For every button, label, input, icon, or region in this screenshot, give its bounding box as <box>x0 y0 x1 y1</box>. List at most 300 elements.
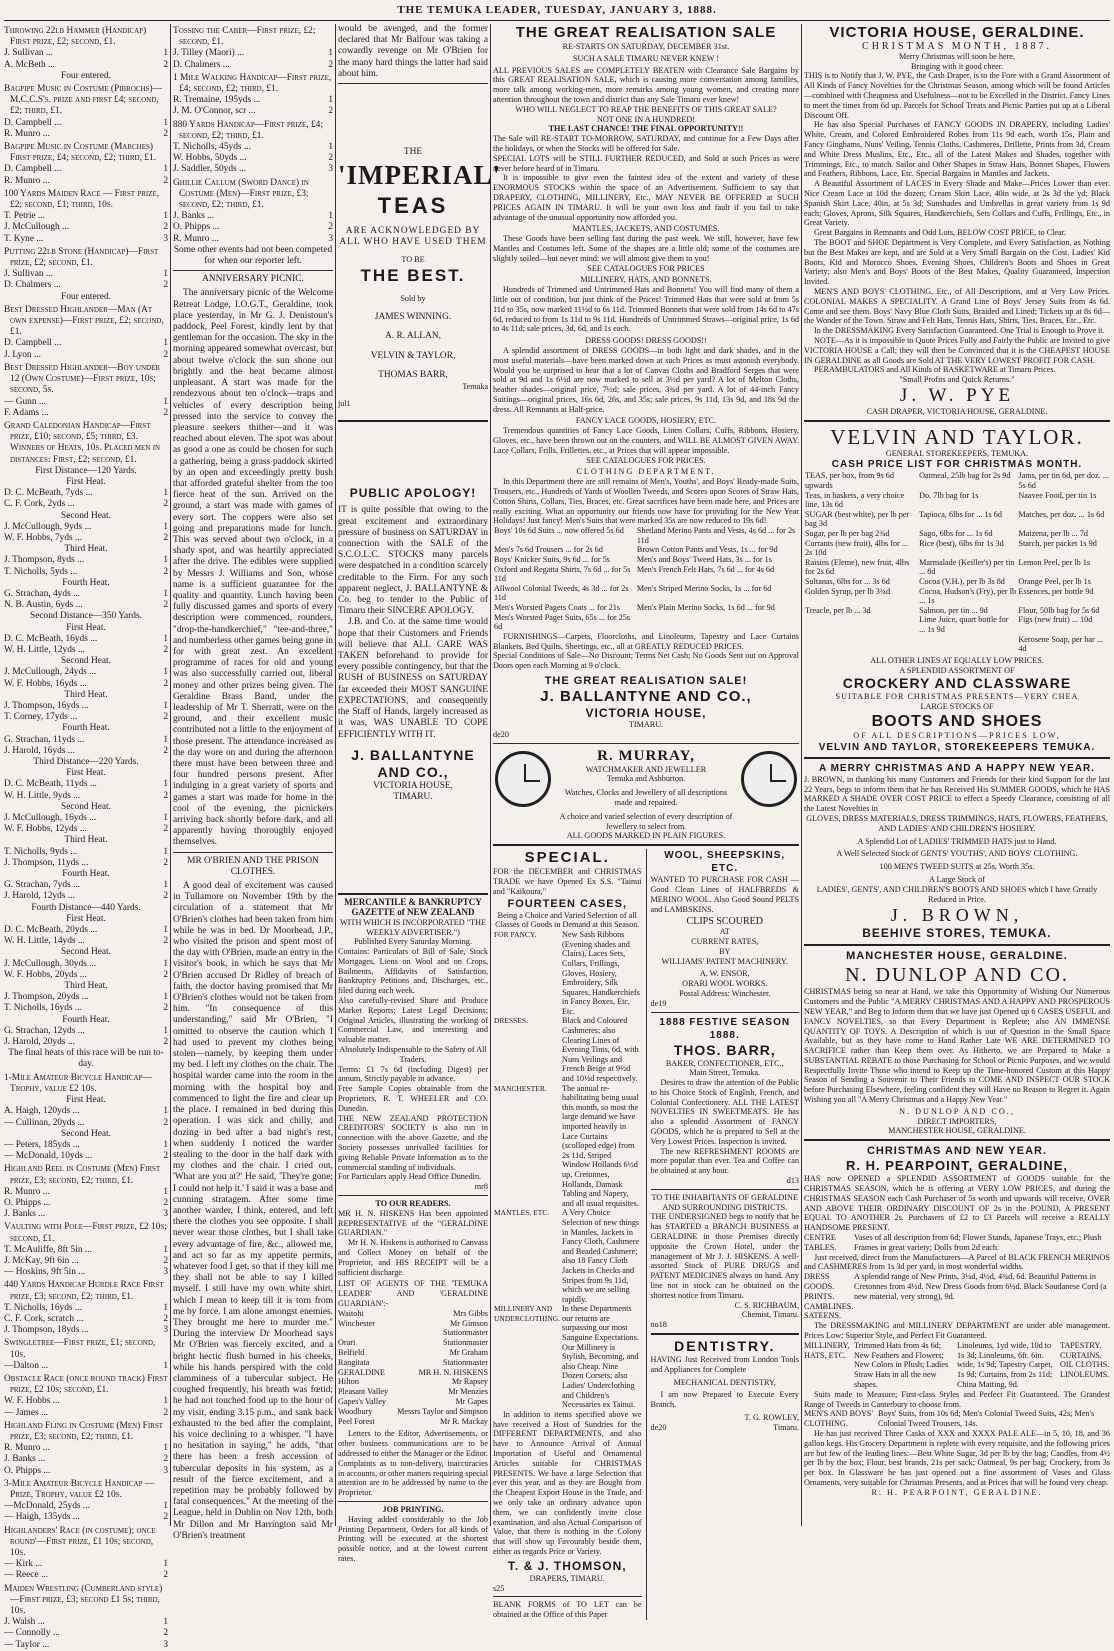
event-heading: Tossing the Caber—First prize, £2; second, £1. <box>173 26 316 48</box>
table-cell: Essences, per bottle 9d <box>1018 586 1094 596</box>
wool-postal: Postal Address: Winchester. <box>679 988 771 998</box>
agent-place: Belfield <box>338 1347 365 1357</box>
special-table <box>493 930 642 1410</box>
apology-title: PUBLIC APOLOGY! <box>349 486 477 501</box>
result-row <box>4 1118 168 1129</box>
result-row <box>4 129 168 140</box>
placing: 2 <box>163 678 168 689</box>
sale-fancy: Tremendous quantities of Fancy Lace Goods, Linen Collars, Cuffs, Ribbons, Hosiery, Gloves, etc., have been thrown out on the counters, and WILL BE ALMOST GIVEN AWAY. Lace Collars, Frills, Frillettes, etc., at Prices that will appear impossible. <box>493 426 799 455</box>
placing: 1 <box>163 1244 168 1255</box>
competitor: W. H. Little, 14yds ... <box>4 936 85 947</box>
competitor: J. Walsh ... <box>4 1617 45 1628</box>
price-row <box>493 613 799 632</box>
apology-body-2: J.B. and Co. at the same time would hope that their Customers and Friends will believe that ALL CARE WAS TAKEN beforehand to provide for every possible contingency, but that the RUSH of BUSINESS on SATURDAY far exceeded their MOST SANGUINE EXPECTATIONS, and consequently the Staff of Hands, largely increased as it was, WAS UNABLE TO COPE EFFICIENTLY WITH IT. <box>338 617 488 740</box>
competitor: J. Harold, 20yds ... <box>4 1037 75 1048</box>
teas-acknowledged: ARE ACKNOWLEDGED BY ALL WHO HAVE USED THEM <box>339 226 487 248</box>
competitor: F. Adams ... <box>4 407 49 418</box>
placing: 1 <box>163 1559 168 1570</box>
gazette-contains: Contains: Particulars of Bill of Sale, Stock Mortgages, Liens on Wool and on Crops, Bailments, Affidavits of Satisfaction, Bankruptcy Petitions and, Discharges, etc., filed during each week. <box>338 947 488 996</box>
divider <box>804 420 1110 422</box>
placing: 1 <box>163 958 168 969</box>
result-row <box>4 1408 168 1419</box>
brown-title: A MERRY CHRISTMAS AND A HAPPY NEW YEAR. <box>818 762 1096 774</box>
table-cell: MILLINERY AND UNDERCLOTHING. <box>494 1304 561 1323</box>
event-heading: 880 Yards Handicap—First prize, £4; second, £2; third, £1. <box>173 119 323 141</box>
placing: 2 <box>163 644 168 655</box>
vh-body: THIS is to Notify that J. W. PYE, the Cash Draper, is to the Fore with a Grand Assortment of All Kinds of Fancy Novelties for the Christmas Season, among which will be found Articles—combined with Cheapness and Usefulness—not to be Excelled in the District. Fancy Lines to meet the times from 6d up. Parcels for School Treats and Picnic Parties put up at a Liberal Discount Off. <box>804 71 1110 120</box>
table-cell: Currants (new fruit), 4lbs for ... 2s 10d <box>805 538 909 558</box>
result-row <box>4 667 168 678</box>
wool-ad <box>651 849 800 1008</box>
competitor: G. Strachan, 4yds ... <box>4 588 81 599</box>
readers-letters: Letters to the Editor, Advertisements, or other business communications are to be addressed to either the Manager or the Editor. Complaints as to non-delivery, inaccuracies in accounts, or other matters requiring special attention are to be addressed by name to the Proprietor. <box>338 1429 488 1498</box>
sports-results-continued <box>173 26 333 267</box>
agent-row <box>338 1417 488 1427</box>
result-row <box>4 234 168 245</box>
ad-code: jul1 <box>338 399 351 409</box>
placing: 3 <box>163 233 168 244</box>
agent-name: Stationmaster <box>442 1357 488 1367</box>
sale-restarts: RE-STARTS ON SATURDAY, DECEMBER 31st. <box>562 42 730 51</box>
teas-tobe: TO BE <box>401 254 425 264</box>
competitor: — Peters, 185yds ... <box>4 1139 80 1150</box>
table-cell: Cocoa, Hudson's (Fry), per lb ... 1s <box>919 586 1017 606</box>
competitor: C. F. Cork, scratch ... <box>4 1313 84 1324</box>
result-row <box>173 164 333 175</box>
result-row <box>173 48 333 59</box>
price-row <box>493 545 799 555</box>
sale-fancy-heading: FANCY LACE GOODS, HOSIERY, ETC. <box>575 416 717 426</box>
ad-code: de20 <box>650 1422 667 1432</box>
sale-clothing: In this Department there are still remains of Men's, Youths', and Boys' Ready-made Suits, Trousers, etc., Hundreds of Yards of Woollen Tweeds, and Scores upon Scores of Straw Hats, Cotton Shirts, Collars, Ties, Braces, etc. Great sacrifices have been made here, and Prices are really exciting. What an opportunity our friends now have for providing for the New Year Holidays! Just fancy! Men's Suits that were marked 35s are now reduced to 19s 6d! <box>493 477 799 526</box>
table-cell: Marmalade (Keiller's) per tin ... 8d <box>919 557 1015 577</box>
placing: 2 <box>163 969 168 980</box>
placing: 2 <box>163 175 168 186</box>
table-cell: New Sash Ribbons (Evening shades and Clairs), Laces Sets, Collars, Frillings, Gloves, Hosiery, Embroidery, Silk Squares, Handkerchiefs in Fancy Boxes, Etc, Etc. <box>562 930 640 1016</box>
result-row <box>4 397 168 408</box>
competitor: J. McCullough ... <box>4 222 70 233</box>
heat-heading: Third Heat. <box>64 544 108 555</box>
competitor: W. H. Little, 12yds ... <box>4 644 85 655</box>
result-row <box>4 1303 168 1314</box>
agent-name: Mr Rapsey <box>451 1377 488 1387</box>
event-heading: 3-Mile Amateur Bicycle Handicap —Prize, Trophy, value £2 10s. <box>4 1478 155 1500</box>
price-row <box>804 471 1110 490</box>
competitor: T. Nicholls, 5yds ... <box>4 566 78 577</box>
picnic-article: The anniversary picnic of the Welcome Retreat Lodge, I.O.G.T., Geraldine, took place yesterday, in Mr G. J. Denistoun's paddock, Peel Forest, kindly lent by that gentleman for the occasion. The sky in the morning appeared somewhat overcast, but about twelve o'clock the sun shone out brightly and the heat became almost unpleasant. A start was made for the rendezvous about ten o'clock—traps and vehicles of every description being pressed into the service to convey the pleasure seekers thither—and it was reached about eleven. The spot was about as good a one as could be chosen for such a gathering, being a grass paddock skirted by an open and exceedingly pretty bush that afforded grateful shelter from the too fierce heat of the sun. Arrived on the ground, a start was made with games of every sort. The coppers were also set going and preparations made for lunch. This was served about two o'clock, in a shady spot, and was heartily appreciated after the drive. The edibles were supplied by Messrs J. Williams and Son, whose name is a sufficient guarantee for the quality and quantity. Lunch having been fully discussed games and sports of every description were commenced, rounders, "drop-the-handkerchief," "tee-and-three," and numberless other games being gone in for with great zest. An excellent programme of races for old and young was also successfully carried out, liberal money and other prizes being given. The Geraldine Brass Band, under the leadership of Mr T. Sherratt, were on the ground, and their excellent music contributed not a little to the enjoyment of those present. The attendance increased as the day wore on and during the afternoon there must have been between three and four hundred persons present. After indulging in a great variety of sports and games a start was made for home in the cool of the evening, the picnickers arriving back shortly before dark, and all apparently having thoroughly enjoyed themselves. <box>173 288 333 848</box>
result-row <box>173 60 333 71</box>
placing: 1 <box>163 1106 168 1117</box>
result-row <box>4 925 168 936</box>
agent-place: Rangitata <box>338 1357 370 1367</box>
inhab-title: TO THE INHABITANTS OF GERALDINE AND SURROUNDING DISTRICTS. <box>651 1192 798 1212</box>
pearpoint-body: HAS now OPENED a SPLENDID ASSORTMENT of GOODS suitable for the CHRISTMAS SEASON, which he is offering at VERY LOW PRICES, and during the CHRISTMAS SEASON each Cash Purchaser of 5s worth and upwards will receive, OVER AND ABOVE THEIR ORDINARY DISCOUNT OF 2s in the POUND, A PRESENT EQUAL TO ANOTHER 2s. Purchasers of £2 to £3 Parcels will receive a REALLY HANDSOME PRESENT. <box>804 1174 1110 1233</box>
result-row <box>4 1501 168 1512</box>
pearpoint-ale: He has just received Three Casks of XXX and XXXX PALE ALE—in 5, 10, 18, and 36 gallon kegs. His Grocery Department is replete with every requisite, and the following prices are but few of the leading lines:—Best White Sugar, 3d per lb by the bag; Candles, from 4½ per lb by the box; Flour, best brands, 21s per sack; Oatmeal, 9s per bag; Crockery, from 3s per box. In Glassware he has just opened out a fine assortment of Vases and Glass Ornaments, very suitable for Christmas Presents, and at Prices that will be found very cheap. <box>804 1428 1110 1487</box>
column-rule <box>490 24 491 1526</box>
result-row <box>4 1617 168 1628</box>
result-row <box>173 142 333 153</box>
placing: 2 <box>163 532 168 543</box>
sale-price-table <box>493 526 799 632</box>
table-cell: Lemon Peel, per lb 1s <box>1018 557 1091 567</box>
table-cell <box>636 613 799 632</box>
divider <box>493 844 799 846</box>
job-body: Having added considerably to the Job Printing Department, Orders for all kinds of Printing will be executed at the shortest possible notice, and at the lowest current rates. <box>338 1514 488 1563</box>
result-row <box>4 1187 168 1198</box>
pearpoint-dress-label: DRESS GOODS. PRINTS. CAMBLINES. SATEENS. <box>804 1272 854 1321</box>
result-row <box>4 567 168 578</box>
placing: 2 <box>163 59 168 70</box>
heat-heading: Fourth Distance—440 Yards. <box>31 902 141 913</box>
competitor: D. Chalmers ... <box>4 280 61 291</box>
placing: 1 <box>163 588 168 599</box>
price-row <box>804 529 1110 539</box>
agent-row <box>338 1407 488 1417</box>
divider <box>804 1139 1110 1141</box>
special-cases: FOURTEEN CASES, <box>507 897 627 910</box>
placing: 1 <box>163 1501 168 1512</box>
agent-place: Hilton <box>338 1377 359 1387</box>
placing: 1 <box>163 1186 168 1197</box>
readers-title: TO OUR READERS. <box>375 1199 451 1209</box>
competitor: D. Campbell ... <box>4 117 62 128</box>
result-row <box>4 1209 168 1220</box>
vt-large: LARGE STOCKS OF <box>920 702 994 712</box>
result-row <box>173 222 333 233</box>
result-row <box>4 936 168 947</box>
result-row <box>4 1037 168 1048</box>
dentistry-sig: T. G. ROWLEY, <box>744 1413 799 1422</box>
table-cell: Rice (best), 6lbs for 1s 3d <box>919 538 1004 548</box>
placing: 2 <box>163 1407 168 1418</box>
vt-boots: BOOTS AND SHOES <box>871 712 1043 730</box>
table-cell <box>804 635 918 654</box>
special-title: SPECIAL. <box>524 849 610 867</box>
placing: 1 <box>163 1025 168 1036</box>
result-row <box>4 60 168 71</box>
agent-place: Peel Forest <box>338 1416 375 1426</box>
placing: 2 <box>163 222 168 233</box>
teas-place: Temuka <box>462 382 488 392</box>
department-row <box>493 1084 642 1209</box>
clock-illustration <box>493 747 553 832</box>
table-cell: Starch, per packet 1s 9d <box>1018 538 1097 548</box>
velvin-taylor-ad <box>804 425 1110 754</box>
placing: 2 <box>163 790 168 801</box>
sale-p1: ALL PREVIOUS SALES are COMPLETELY BEATEN with Clearance Sale Bargains by this GREAT REALISATION SALE, which is causing more conversation among families, more talk among working-men, more remarks among young women, and creating more attention throughout the town and district than any Sale Timaru ever knew! <box>493 65 799 104</box>
brown-name: J. BROWN, <box>890 905 1024 926</box>
event-heading: 440 Yards Handicap Hurdle Race First prize, £3; second, £2; third, £1. <box>4 1280 164 1302</box>
teas-imperial: 'IMPERIAL' <box>338 160 502 191</box>
placing: 1 <box>163 521 168 532</box>
job-printing-notice <box>338 1505 488 1564</box>
agent-row <box>338 1368 488 1378</box>
result-row <box>4 1466 168 1477</box>
special-ad <box>493 849 642 1620</box>
picnic-title: ANNIVERSARY PICNIC. <box>202 274 304 285</box>
gazette-published: Published Every Saturday Morning. <box>354 937 472 947</box>
result-row <box>4 1361 168 1372</box>
special-footer: In addition to items specified above we have received a Host of Sundries for the DIFFERENT DEPARTMENTS, and also have to Announce Arrival of Annual Importation of Useful and Ornamental Articles suitable for CHRISTMAS PRESENTS. We have a large Selection that ever this year, and as they are Bought from the Cheapest Export House in the Trade, and we only take an ordinary advance upon them, we can confidently invite close examination, and also Actual Comparison of Value, that there is nothing in the Colony that will show up Favourably beside them, either as regards Price or Variety. <box>493 1409 642 1556</box>
result-row <box>4 1454 168 1465</box>
table-cell: Allwool Colonial Tweeds, 4s 3d ... for 2s 11d <box>494 583 629 603</box>
sale-dress-heading: DRESS GOODS! DRESS GOODS!! <box>585 336 707 346</box>
placing: 1 <box>163 667 168 678</box>
placing: 1 <box>163 633 168 644</box>
agents-list <box>338 1309 488 1427</box>
competitor: J. Thompson, 18yds ... <box>4 1325 89 1336</box>
competitor: W. Hobbs, 50yds ... <box>173 153 247 164</box>
competitor: — Hoskins, 9ft 5in ... <box>4 1267 86 1278</box>
price-row <box>804 558 1110 577</box>
result-row <box>4 522 168 533</box>
placing: 1 <box>163 555 168 566</box>
divider <box>804 757 1110 759</box>
table-cell <box>804 615 918 634</box>
result-row <box>4 858 168 869</box>
agent-name: Mr Gimson <box>450 1318 488 1328</box>
vh-sig: J. W. PYE <box>899 384 1015 406</box>
sale-clothing-heading: CLOTHING DEPARTMENT. <box>576 467 716 477</box>
price-row <box>804 587 1110 606</box>
competitor: R. Munro ... <box>4 175 50 186</box>
placing: 2 <box>328 222 333 233</box>
result-row <box>4 1640 168 1651</box>
heat-heading: Fourth Heat. <box>62 577 110 588</box>
agent-place: Winchester <box>338 1318 375 1328</box>
sale-town: TIMARU. <box>628 719 664 729</box>
sale-title: THE GREAT REALISATION SALE <box>515 24 777 41</box>
pearpoint-dress-items: A splendid range of New Prints, 3¼d, 4½d, 4¾d, 6d. Beautiful Patterns in Cretonnes from 4½d. New Dress Goods from 6½d. Black Soudanese Cord (a new material, very strong), 9d. <box>854 1272 1107 1301</box>
heat-heading: Fourth Heat. <box>62 869 110 880</box>
result-row <box>4 222 168 233</box>
inhab-sig-2: Chemist, Timaru. <box>741 1310 799 1320</box>
sale-furnishings: FURNISHINGS—Carpets, Floorcloths, and Linoleums, Tapestry and Lace Curtains Blankets, Bed Quilts, Sheetings, etc., all at GREATLY REDUCED PRICES. <box>493 631 799 651</box>
table-cell: Men's Striped Merino Socks, 1s ... for 6d <box>636 583 772 593</box>
agent-row <box>338 1328 488 1338</box>
result-row <box>4 280 168 291</box>
sale-catalogues: SEE CATALOGUES FOR PRICES <box>587 263 705 273</box>
clock-icon <box>495 751 551 807</box>
competitor: R. Munro ... <box>4 1186 50 1197</box>
murray-trade: WATCHMAKER AND JEWELLER <box>585 764 707 774</box>
vh-body-6: MEN'S AND BOYS' CLOTHING, Etc., of All Descriptions, and at Very Low Prices. COLONIAL MAKES A SPECIALITY. A Grand Line of Boys' Jersey Suits from 4s 6d. Come and see them. Boys' Navy Blue Cloth Suits, Braided and Lined; Tickets up at 8s 6d—the Wonder of the Town. Straw and Felt Hats, Tennis Hats, Shirts, Ties, Braces, Etc., Etc. <box>804 286 1110 326</box>
obrien-title: MR O'BRIEN AND THE PRISON CLOTHES. <box>187 855 319 877</box>
table-cell: Boys' Knicker Suits, 9s 6d ... for 5s <box>494 555 610 565</box>
sale-lots: SPECIAL LOTS will be STILL FURTHER REDUCED, and Sold at such Prices as were never before heard of in Timaru. <box>493 153 799 173</box>
placing: 2 <box>163 936 168 947</box>
placing: 2 <box>163 712 168 723</box>
table-cell: DRESSES. <box>494 1016 528 1026</box>
agent-name: Mr Graham <box>449 1347 488 1357</box>
table-cell: Sugar, per lb per bag 2¾d <box>805 529 890 539</box>
murray-p3: ALL GOODS MARKED IN PLAIN FIGURES. <box>566 831 726 841</box>
table-cell: Kerosene Soap, per bar ... 4d <box>1018 634 1103 654</box>
placing: 2 <box>163 745 168 756</box>
placing: 2 <box>328 106 333 117</box>
table-cell: Tapioca, 6lbs for ... 1s 6d <box>919 509 1002 519</box>
result-row <box>4 350 168 361</box>
readers-notice <box>338 1199 488 1498</box>
dentistry-title: DENTISTRY. <box>674 1338 776 1355</box>
wool-body: WANTED TO PURCHASE FOR CASH — Good Clean Lines of HALFBREDS & MERINO WOOL. Also Good Sound PELTS and LAMBSKINS. <box>650 875 799 914</box>
divider <box>493 1596 642 1597</box>
divider <box>804 944 1110 946</box>
event-heading: Highland Fling in Costume (Men) First prize, £3; second, £2; third, £1. <box>4 1420 164 1442</box>
placing: 2 <box>163 1197 168 1208</box>
brown-boots: LADIES', GENTS', AND CHILDREN'S BOOTS AND SHOES which I have Greatly Reduced in Price. <box>816 884 1098 904</box>
competitor: O. Phipps ... <box>4 1197 51 1208</box>
murray-ad <box>493 747 799 832</box>
event-heading: 100 Yards Maiden Race — First prize, £2; second, £1; third, 10s. <box>4 188 160 211</box>
placing: 1 <box>163 779 168 790</box>
vt-crockery: CROCKERY AND CLASSWARE <box>842 675 1072 692</box>
vt-splendid: A SPLENDID ASSORTMENT OF <box>899 665 1015 675</box>
divider <box>651 1012 800 1013</box>
competitor: T. Petrie ... <box>4 211 45 222</box>
pearpoint-sig: R. H. PEARPOINT, GERALDINE. <box>871 1487 1043 1497</box>
agent-place: GERALDINE <box>338 1367 385 1377</box>
placing: 1 <box>328 211 333 222</box>
result-row <box>4 1140 168 1151</box>
result-row <box>173 234 333 245</box>
result-row <box>4 1106 168 1117</box>
placing: 1 <box>163 925 168 936</box>
heat-heading: First Heat. <box>66 913 106 924</box>
placing: 1 <box>163 117 168 128</box>
barr-season: 1888 FESTIVE SEASON 1888. <box>659 1016 791 1041</box>
result-row <box>4 118 168 129</box>
department-row <box>493 1208 642 1304</box>
table-cell: The annual re-habilitating being usual this month, so most the large demand we have imported heavily in Lace Curtains (scolloped edge) from 2s 11d, Striped Window Hollands 6½d up, Cretonnes, Hollands, Damask Tabling and Napery, and all usual requisites. <box>562 1083 639 1208</box>
placing: 1 <box>163 734 168 745</box>
vt-sub: GENERAL STOREKEEPERS, TEMUKA. <box>885 448 1029 458</box>
barr-rooms: The new REFRESHMENT ROOMS are more popular than ever. Tea and Coffee can be obtained at any hour. <box>650 1146 799 1176</box>
watch-illustration <box>739 747 799 832</box>
price-row <box>493 603 799 613</box>
barr-name: THOS. BARR, <box>673 1041 776 1058</box>
competitor: W. H. Little, 9yds ... <box>4 790 81 801</box>
price-row <box>804 635 1110 654</box>
result-row <box>4 746 168 757</box>
table-cell: TEAS, per box, from 9s 6d upwards <box>805 471 894 491</box>
competitor: O. Phipps ... <box>4 1465 51 1476</box>
table-cell: Men's Worsted Pagets Coats ... for 21s <box>494 603 620 612</box>
table-cell: Shetland Merino Pants and Vests, 4s 6d ... for 2s 11d <box>636 526 796 545</box>
placing: 2 <box>163 1454 168 1465</box>
competitor: T. Kyne ... <box>4 233 44 244</box>
price-row <box>804 606 1110 616</box>
divider <box>651 1333 800 1335</box>
dunlop-body: CHRISTMAS being so near at Hand, we take this Opportunity of Wishing Our Numerous Customers and the Public "A MERRY CHRISTMAS AND A HAPPY AND PROSPEROUS NEW YEAR," and Beg to Inform them that we have just Opened up 6 CASES USEFUL and FANCY NOVELTIES, so that Every Department is Replete; also AN IMMENSE QUANTITY OF TOYS. A Description of which is out of Question in the Small Space Available, but as they have come to Hand Rather Late WE ARE DETERMINED TO SACRIFICE rather than Keep them over. As Hitherto, we are Prepared to Make a SUBSTANTIAL REBATE to those Purchasing for School or Picnic Purposes, and we would Respectfully Invite Those who intend to Keep up the Time-honored Custom at this Happy Season of Sending a Souvenir to Their Friends to COME AND INSPECT OUR STOCK before Purchasing Elsewhere, feeling confident they will Have no Reason to Regret it. Again Wishing you all "A Merry Christmas and a Happy New Year." <box>804 987 1110 1105</box>
sale-such: SUCH A SALE TIMARU NEVER KNEW ! <box>572 53 720 63</box>
table-cell: A Very Choice Selection of new things in Mantles, Jackets in Fancy Cloth, Cashmere and Beaded Cashmere; also 18 Fancy Cloth Jackets in Checks and Stripes from 9s 11d, which we are selling rapidly. <box>562 1208 640 1304</box>
agent-place: Pleasant Valley <box>338 1387 389 1397</box>
victoria-house-ad <box>804 24 1110 417</box>
dentistry-body-2: I am now Prepared to Execute Every Branch. <box>650 1390 799 1410</box>
ad-code: s25 <box>493 1583 505 1593</box>
placing: 1 <box>328 142 333 153</box>
table-cell: In these Departments our returns are surpassing our most Sanguine Expectations. Our Millinery is Stylish, Becoming, and also Cheap. Nine Dozen Corsets; also Ladies' Underclothing and Children's Necessaries ex Tainui. <box>562 1304 639 1410</box>
column-4 <box>493 24 799 1620</box>
placing: 3 <box>328 233 333 244</box>
pearpoint-centre-items: Vases of all description from 6d; Flower Stands, Japanese Trays, etc.; Plush Frames in great variety; Dolls from 2d each. <box>854 1233 1102 1252</box>
teas-heading: TEAS <box>377 193 449 219</box>
sports-results <box>4 26 168 1651</box>
table-cell <box>918 635 1017 654</box>
table-cell: MANTLES, ETC. <box>494 1208 550 1218</box>
price-row <box>804 491 1110 510</box>
competitor: D. C. McBeath, 16yds ... <box>4 633 98 644</box>
competitor: — Connolly ... <box>4 1628 60 1639</box>
event-heading: Obstacle Race (once round track) First prize, £2 10s; second, £1. <box>4 1373 168 1396</box>
barr-trade: BAKER, CONFECTIONER, ETC., <box>665 1058 784 1068</box>
heat-heading: Third Heat. <box>64 981 108 992</box>
ad-code: de19 <box>650 998 667 1008</box>
competitor: J. McCullough, 30yds ... <box>4 958 97 969</box>
competitor: —Dalton ... <box>4 1360 49 1371</box>
placing: 1 <box>163 211 168 222</box>
pearpoint-ad <box>804 1144 1110 1497</box>
murray-p2: A choice and varied selection of every description of Jewellery to select from. <box>559 811 733 831</box>
divider <box>651 1189 800 1190</box>
sale-house: VICTORIA HOUSE, <box>585 705 707 720</box>
competitor: J. McKay, 9ft 6in ... <box>4 1255 79 1266</box>
event-heading: 1-Mile Amateur Bicycle Handicap—Trophy, value £2 10s. <box>4 1072 152 1094</box>
placing: 2 <box>163 1037 168 1048</box>
placing: 1 <box>163 1617 168 1628</box>
table-cell: Treacle, per lb ... 3d <box>805 605 871 615</box>
brown-goods: GLOVES, DRESS MATERIALS, DRESS TRIMMINGS, HATS, FLOWERS, FEATHERS, AND LADIES' AND CHILDREN'S HOSIERY. <box>806 813 1108 833</box>
table-cell: Sago, 6lbs for ... 1s 6d <box>919 529 993 539</box>
competitor: J. Lyon ... <box>4 349 41 360</box>
vt-price-table <box>804 471 1110 653</box>
heat-heading: Second Heat. <box>61 656 111 667</box>
pearpoint-name: R. H. PEARPOINT, GERALDINE, <box>845 1158 1069 1174</box>
table-cell: Salmon, per tin ... 9d <box>919 605 988 615</box>
sale-catalogues-2: SEE CATALOGUES FOR PRICES. <box>586 455 706 465</box>
result-row <box>4 1559 168 1570</box>
table-cell: Teas, in baskets, a very choice line, 13s 6d <box>805 490 905 510</box>
result-row <box>4 1198 168 1209</box>
table-cell: Cocoa (V.H.), per lb 3s 8d <box>919 577 1005 587</box>
result-row <box>173 95 333 106</box>
price-row <box>493 555 799 565</box>
agents-title: LIST OF AGENTS OF THE 'TEMUKA LEADER' AND 'GERALDINE GUARDIAN':- <box>338 1279 488 1308</box>
placing: 1 <box>163 813 168 824</box>
result-row <box>4 959 168 970</box>
sale-millinery-heading: MILLINERY, HATS, AND BONNETS. <box>580 275 712 285</box>
result-row <box>4 338 168 349</box>
pearpoint-dressmaking: The DRESSMAKING and MILLINERY DEPARTMENT are under able management. Prices Low; Superior Style, and Perfect Fit Guaranteed. <box>804 1321 1110 1341</box>
result-row <box>4 645 168 656</box>
competitor: D. Campbell ... <box>4 164 62 175</box>
competitor: G. Strachan, 12yds ... <box>4 1025 85 1036</box>
heat-heading: Second Heat. <box>61 947 111 958</box>
result-row <box>4 813 168 824</box>
teas-best: THE BEST. <box>360 266 466 286</box>
vt-list: CASH PRICE LIST FOR CHRISTMAS MONTH. <box>831 459 1083 471</box>
teas-seller: THOMAS BARR, <box>378 369 448 380</box>
divider <box>338 893 488 895</box>
heat-heading: Third Distance—220 Yards. <box>33 757 139 767</box>
pearpoint-mill-items: Trimmed Hats from 4s 6d; New Feathers and Flowers; New Colors in Plush; Ladies Straw Hats in all the new shapes. <box>854 1340 949 1389</box>
placing: 1 <box>163 1139 168 1150</box>
vh-title: VICTORIA HOUSE, GERALDINE. <box>829 24 1085 41</box>
obrien-article: A good deal of excitement was caused in Tullamore on November 19th by the circulation of a statement that Mr O'Brien's clothes had been taken from him while he was in bed. Dr Moorhead, J.P., who visited the prison and spent most of the day with O'Brien, made an entry in the visitor's book, in which he says that Mr O'Brien accused Dr Ridley of breach of faith, the doctor having promised that Mr O'Brien's clothes would not be taken from him. "In consequence of this understanding," said Mr O'Brien, "I omitted to observe the caution which I had used to prevent my clothes being stolen—namely, by keeping them under my bed. I left my clothes on the chair. The hospital warder came into the room in the morning with the hospital boy and commenced to light the fire and clear up the place. I remained in bed during this operation. I was sick and chilly, and dozing in bed after a bad night's rest, when suddenly I noticed the warder stealing to the door in the half dark with my clothes and the chair. I cried out, 'What are you at?' He said, 'They're gone; I could not help it.' I said it was a base and cunning stratagem. After some time another warder, I think, entered, and left there the clothes you see opposite. I shall never wear those clothes, but I shall take every advantage of fire, &c., allowed me, and act so far as my appetite permits, whatever food I get, so that if they kill me they shall not be able to say I killed myself. I still have my own white shirt, which I mean to keep till it is torn from me by force. I am alone amongst enemies. They brought me here to murder me." During the interview Dr Moorhead says Mr O'Brien was fiercely excited, and a bright hectic flush burned in his cheeks, while his hands perspired with the cold clamminess of a tubercular subject. He coughed frequently, his breath was fœtid; he had not touched food up to the hour of my visit, ending 3.15 p.m., and sank back exhausted to the bed after the complaint, his voice declining to a whisper. "I have no hesitation in saying," he adds, "that there has been a fresh accession of tubercular deposits in his system, as a result of the fierce excitement, and a repetition may be probably followed by fatal consequences." At the meeting of the League, held in Dublin on Nov 12th, both Mr Dillon and Mr Harrington said Mr O'Brien's treatment <box>173 881 333 1541</box>
brown-stock: A Well Selected Stock of GENTS' YOUTHS', AND BOYS' CLOTHING. <box>836 849 1078 859</box>
